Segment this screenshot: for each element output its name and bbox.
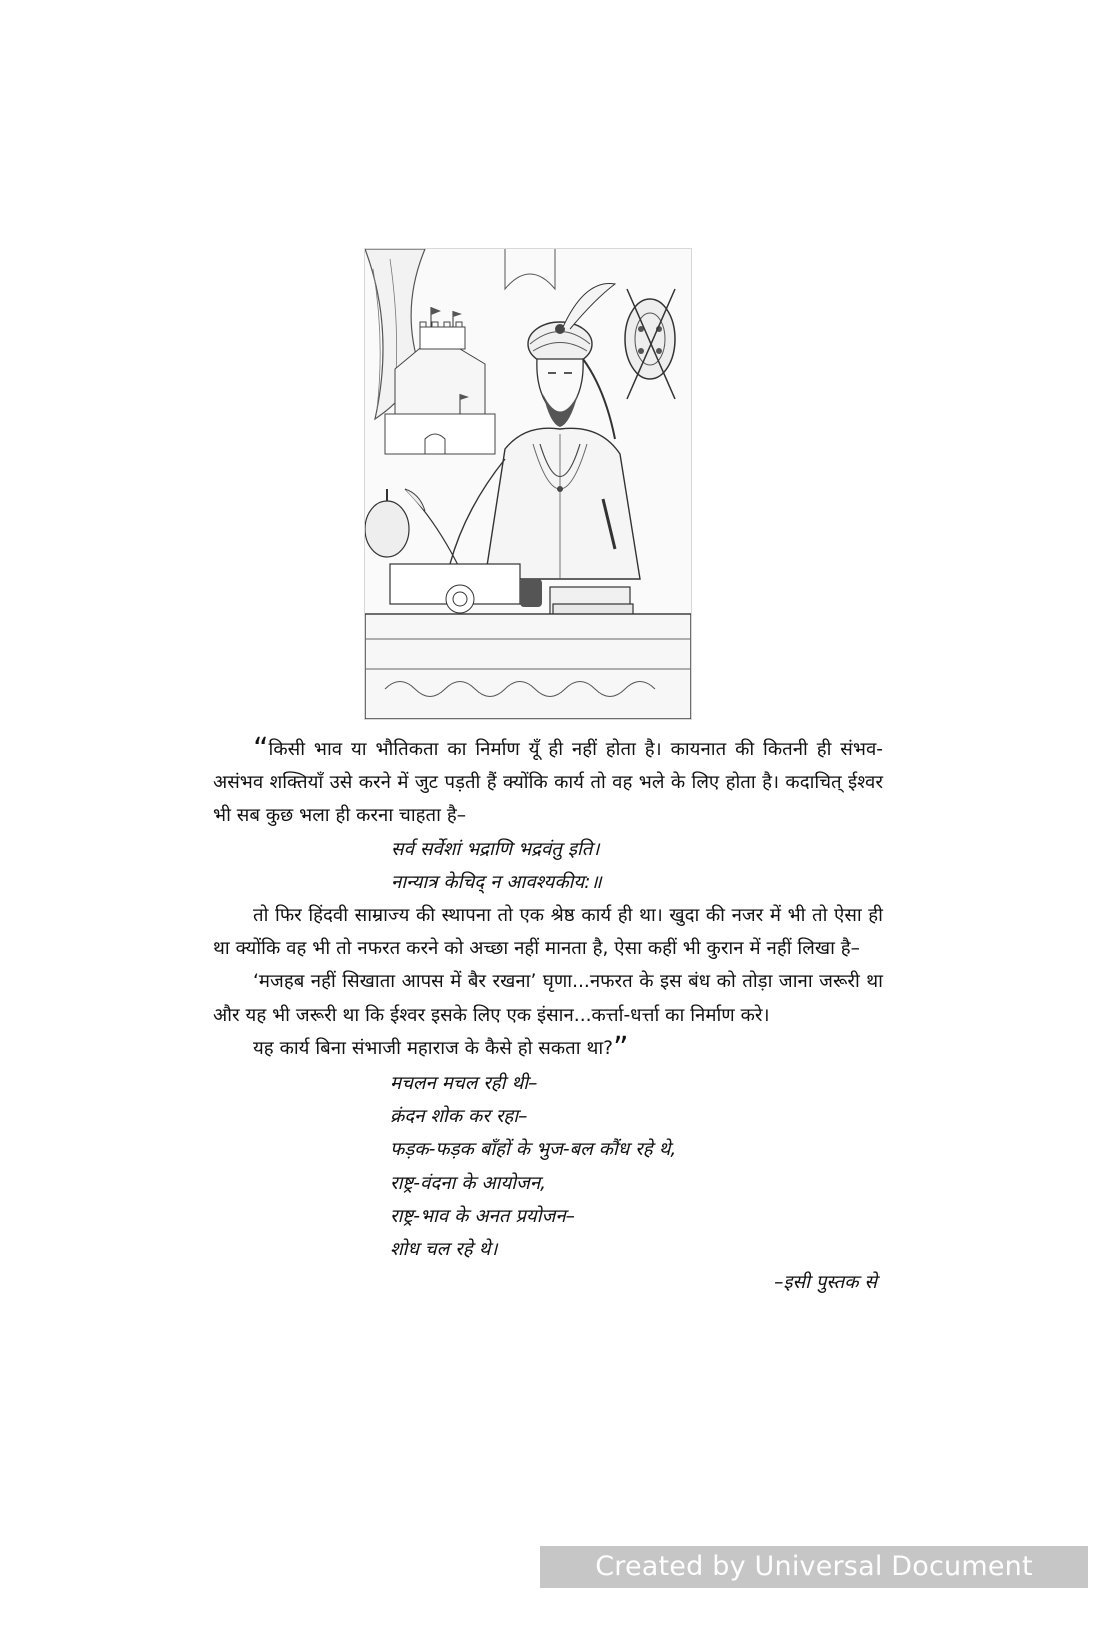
illustration [364,248,692,720]
poem-line: राष्ट्र-भाव के अनत प्रयोजन– [390,1205,575,1227]
open-quote-mark: “ [253,732,269,767]
poem-line: शोध चल रहे थे। [390,1239,498,1261]
poem-line: फड़क-फड़क बाँहों के भुज-बल कौंध रहे थे, [390,1139,677,1161]
quote-paragraph-1 [213,733,883,833]
sanskrit-verse-line-2: नान्यात्र केचिद् न आवश्यकीय:॥ [391,871,602,893]
poem [213,1067,883,1266]
close-quote-mark: ” [613,1030,629,1066]
converter-watermark: Created by Universal Document Converter [540,1546,1088,1588]
warrior-king-writing-icon [365,249,691,719]
quote-paragraph-4 [213,1032,883,1065]
quote-paragraph-1-text: किसी भाव या भौतिकता का निर्माण यूँ ही नहीं होता है। कायनात की कितनी ही संभव-असंभव शक्तियाँ उसे करने में जुट पड़ती हैं क्योंकि कार्य तो वह भले के लिए होता है। कदाचित् ईश्वर भी सब कुछ भला ही करना चाहता है– [213,739,883,827]
poem-line: मचलन मचल रही थी– [390,1073,538,1095]
quote-paragraph-3: ‘मजहब नहीं सिखाता आपस में बैर रखना’ घृणा...नफरत के इस बंध को तोड़ा जाना जरूरी था और यह भी जरूरी था कि ईश्वर इसके लिए एक इंसान...कर्त्ता-धर्त्ता का निर्माण करे। [213,971,883,1026]
main-text [213,733,883,1299]
poem-line: राष्ट्र-वंदना के आयोजन, [390,1172,547,1194]
quote-paragraph-4-text: यह कार्य बिना संभाजी महाराज के कैसे हो सकता था? [253,1037,614,1059]
sanskrit-verse-line-1: सर्व सर्वेशां भद्राणि भद्रवंतु इति। [391,838,600,860]
poem-line: क्रंदन शोक कर रहा– [390,1106,528,1128]
quote-paragraph-2: तो फिर हिंदवी साम्राज्य की स्थापना तो एक श्रेष्ठ कार्य ही था। खुदा की नजर में भी तो ऐसा ही था क्योंकि वह भी तो नफरत करने को अच्छा नहीं मानता है, ऐसा कहीं भी कुरान में नहीं लिखा है– [213,905,883,960]
attribution: –इसी पुस्तक से [774,1272,877,1294]
